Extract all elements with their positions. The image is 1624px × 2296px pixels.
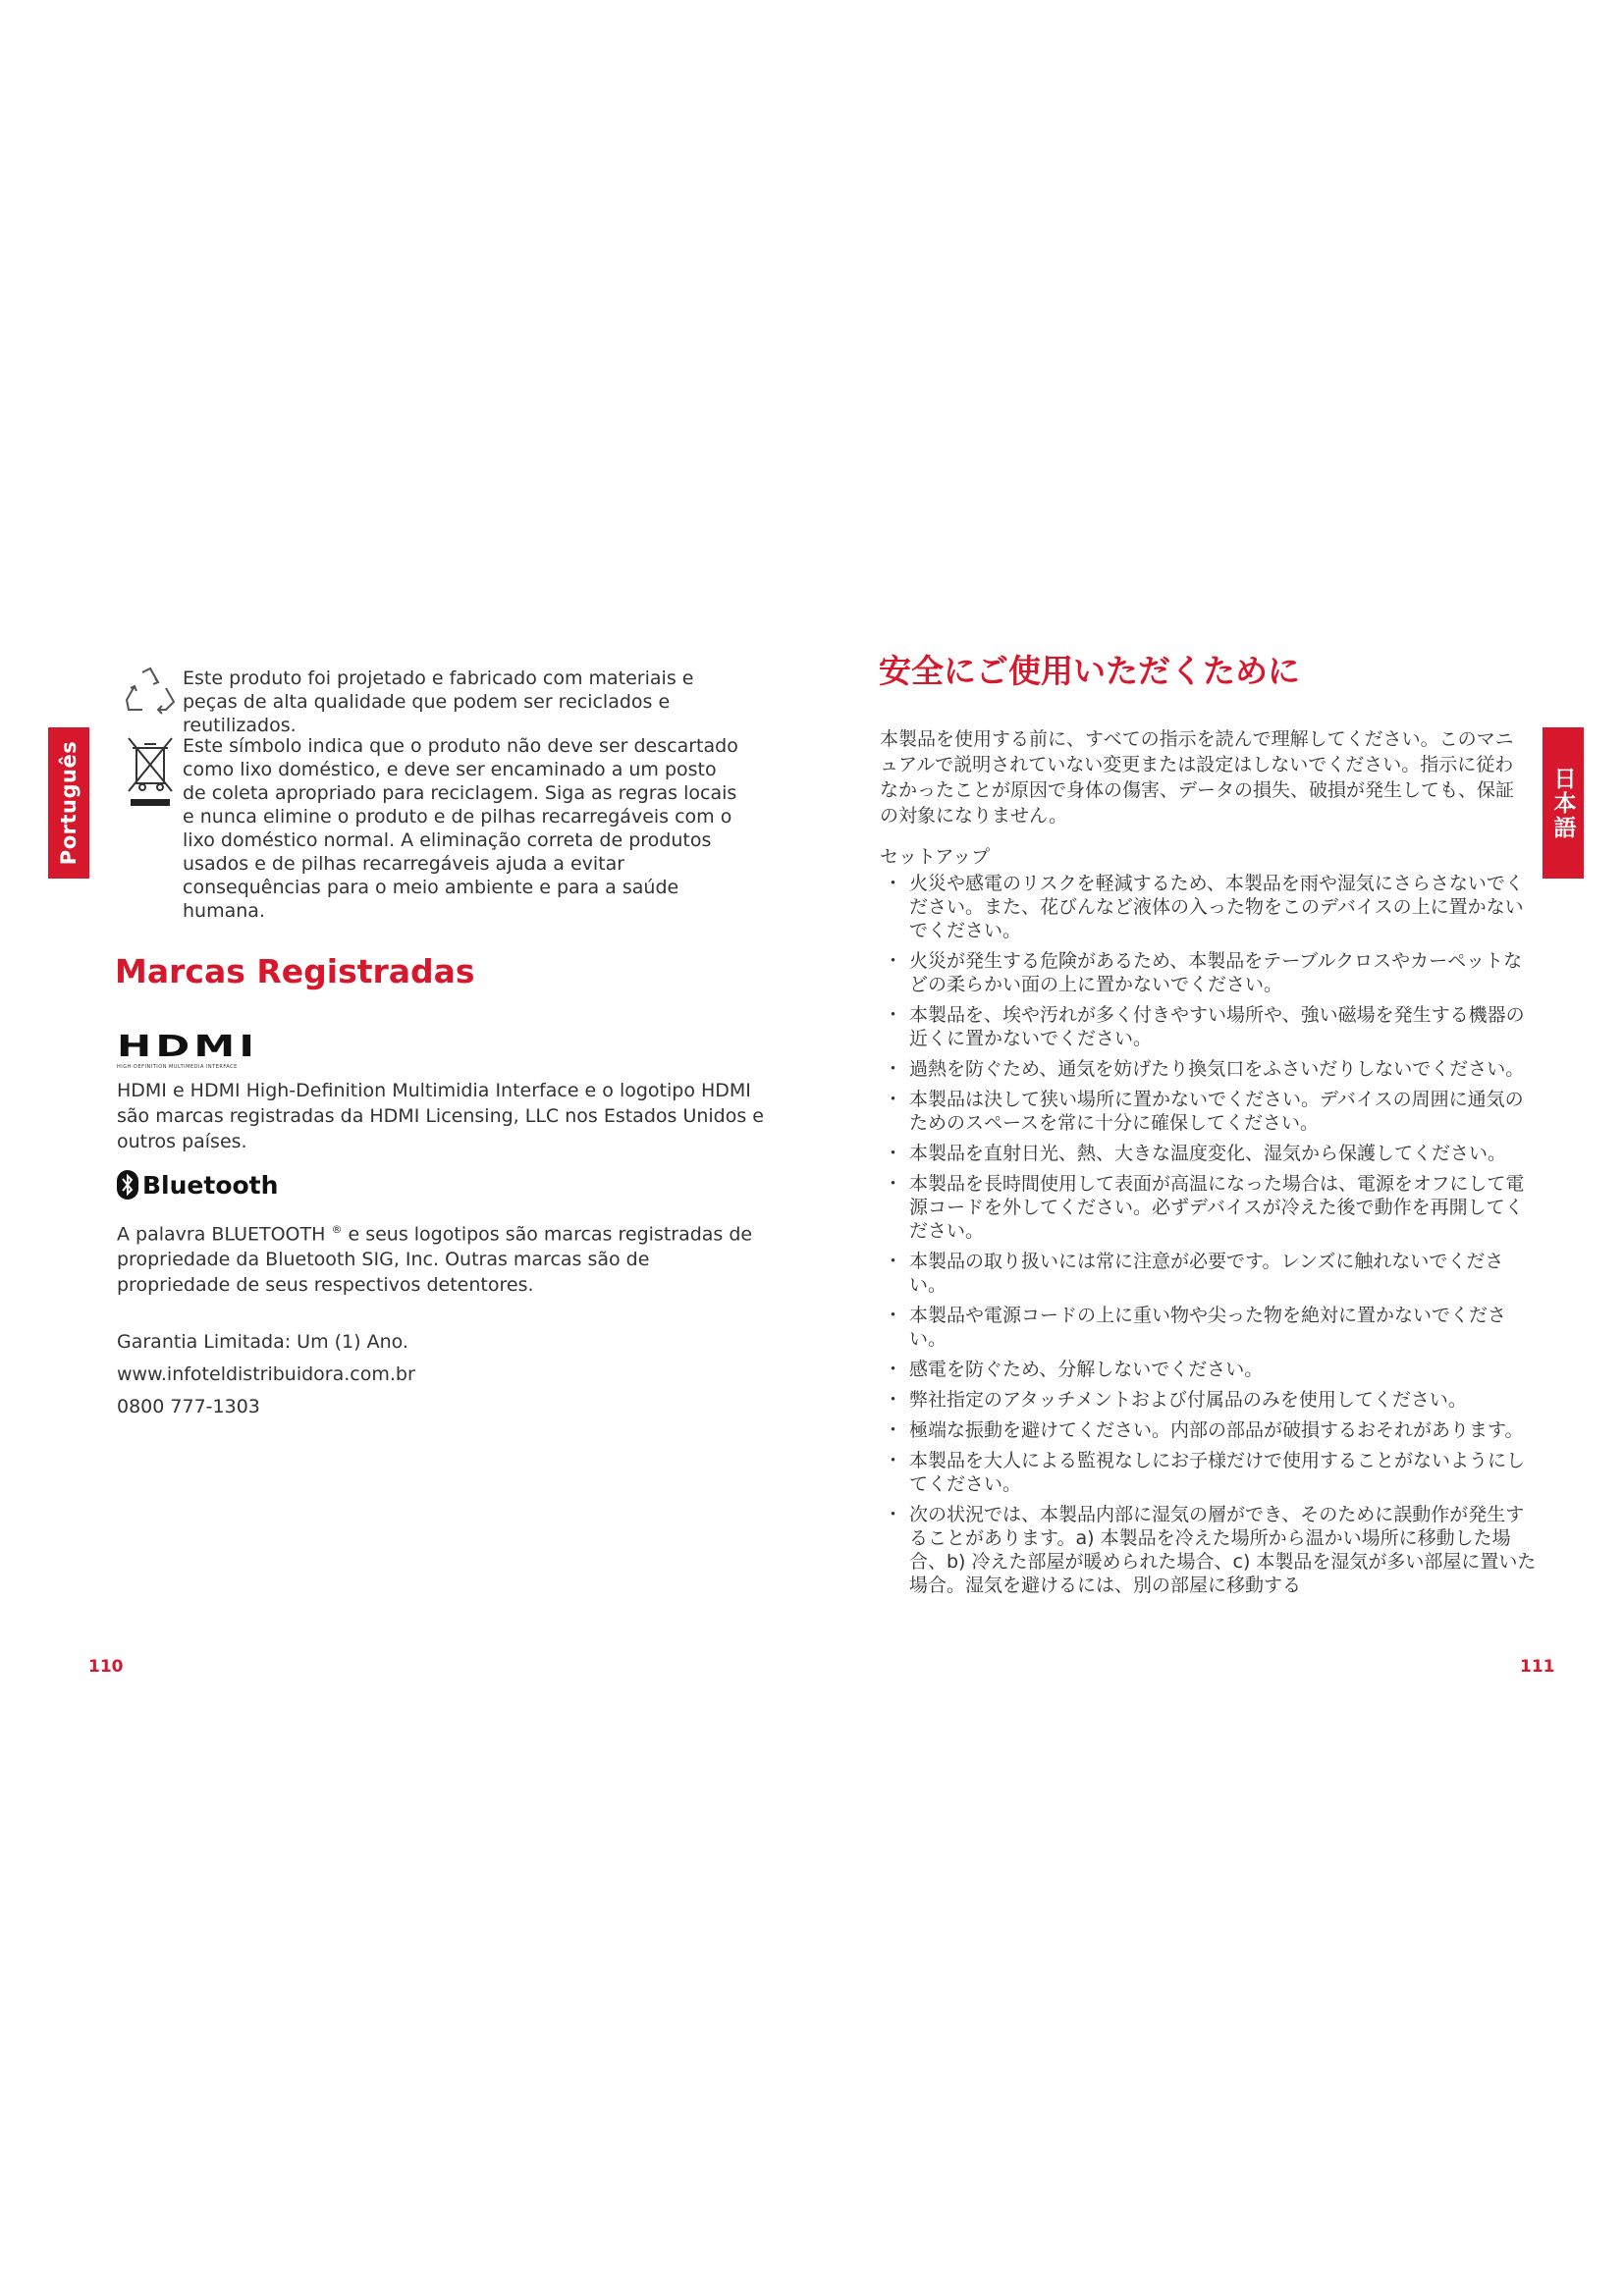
page-number-left: 110: [88, 1657, 124, 1677]
list-item-text: 本製品を大人による監視なしにお子様だけで使用することがないようにしてください。: [909, 1450, 1526, 1495]
list-item-text: 弊社指定のアタッチメントおよび付属品のみを使用してください。: [909, 1389, 1467, 1411]
hdmi-logo-subtext: HIGH-DEFINITION MULTIMEDIA INTERFACE: [117, 1064, 238, 1070]
bullet-symbol: ・: [884, 1143, 903, 1164]
bullet-symbol: ・: [884, 1504, 903, 1525]
bullet-symbol: ・: [884, 1389, 903, 1411]
bullet-symbol: ・: [884, 1089, 903, 1110]
bullet-symbol: ・: [884, 1450, 903, 1471]
list-item: [882, 949, 1540, 996]
list-item-text: 本製品は決して狭い場所に置かないでください。デバイスの周囲に通気のためのスペースを常に十分に確保してください。: [909, 1089, 1524, 1134]
website-text: www.infoteldistribuidora.com.br: [117, 1363, 415, 1385]
registered-mark: ®: [331, 1223, 343, 1236]
safety-bullet-list: [882, 872, 1540, 1604]
hdmi-logo-text: HDMI: [117, 1030, 259, 1064]
list-item-text: 過熱を防ぐため、通気を妨げたり換気口をふさいだりしないでください。: [909, 1058, 1525, 1080]
bullet-symbol: ・: [884, 1004, 903, 1026]
weee-notice: [118, 734, 746, 923]
list-item-text: 極端な振動を避けてください。内部の部品が破損するおそれがあります。: [909, 1419, 1524, 1441]
bullet-symbol: ・: [884, 1359, 903, 1380]
list-item-text: 本製品を直射日光、熱、大きな温度変化、湿気から保護してください。: [909, 1143, 1507, 1164]
phone-text: 0800 777-1303: [117, 1396, 260, 1417]
hdmi-logo: [117, 1030, 259, 1070]
list-item-text: 本製品を長時間使用して表面が高温になった場合は、電源をオフにして電源コードを外してください。必ずデバイスが冷えた後で動作を再開してください。: [909, 1173, 1525, 1242]
list-item: [882, 1388, 1540, 1412]
bullet-symbol: ・: [884, 1058, 903, 1080]
weee-text: Este símbolo indica que o produto não deve ser descartado como lixo doméstico, e deve ser encaminado a um posto de coleta apropriado para reciclagem. Siga as regras locais e nunca elimine o produto e de pilhas recarregáveis com o lixo doméstico normal. A eliminação correta de produtos usados e de pilhas recarregáveis ajuda a evitar consequências para o meio ambiente e para a saúde humana.: [183, 735, 738, 922]
bluetooth-text-end: e seus logotipos são marcas registradas de propriedade da Bluetooth SIG, Inc. Outras marcas são de propriedade de seus respectivos detentores.: [117, 1223, 753, 1297]
list-item-text: 火災や感電のリスクを軽減するため、本製品を雨や湿気にさらさないでください。また、花びんなど液体の入った物をこのデバイスの上に置かないでください。: [909, 873, 1524, 941]
list-item: [882, 1142, 1540, 1165]
bullet-symbol: ・: [884, 1173, 903, 1195]
bullet-symbol: ・: [884, 1419, 903, 1441]
list-item-text: 次の状況では、本製品内部に湿気の層ができ、そのために誤動作が発生することがあります。a) 本製品を冷えた場所から温かい場所に移動した場合、b) 冷えた部屋が暖められた場合、c) 本製品を湿気が多い部屋に置いた場合。湿気を避けるには、別の部屋に移動する: [909, 1504, 1537, 1596]
page-number-right: 111: [1520, 1657, 1555, 1677]
list-item-text: 本製品や電源コードの上に重い物や尖った物を絶対に置かないでください。: [909, 1305, 1507, 1350]
bluetooth-logo-text: Bluetooth: [142, 1170, 279, 1200]
list-item-text: 本製品の取り扱いには常に注意が必要です。レンズに触れないでください。: [909, 1251, 1504, 1296]
language-tab-label: Português: [57, 740, 81, 866]
list-item: [882, 1418, 1540, 1442]
safety-intro: 本製品を使用する前に、すべての指示を読んで理解してください。このマニュアルで説明されていない変更または設定はしないでください。指示に従わなかったことが原因で身体の傷害、データの損失、破損が発生しても、保証の対象になりません。: [880, 728, 1515, 827]
page-title-safety: 安全にご使用いただくために: [879, 652, 1300, 690]
bullet-symbol: ・: [884, 1305, 903, 1326]
warranty-text: Garantia Limitada: Um (1) Ano.: [117, 1331, 408, 1353]
list-item-text: 感電を防ぐため、分解しないでください。: [909, 1359, 1264, 1380]
list-item: [882, 872, 1540, 942]
list-item-text: 火災が発生する危険があるため、本製品をテーブルクロスやカーペットなどの柔らかい面の上に置かないでください。: [909, 950, 1523, 995]
hdmi-text: HDMI e HDMI High-Definition Multimidia Interface e o logotipo HDMI são marcas registradas da HDMI Licensing, LLC nos Estados Unidos e outros países.: [117, 1080, 764, 1152]
bluetooth-logo: [117, 1170, 278, 1200]
language-tab-label: 日本語: [1549, 766, 1576, 840]
section-title-trademarks: Marcas Registradas: [115, 952, 475, 990]
bullet-symbol: ・: [884, 873, 903, 894]
recycle-icon: [118, 667, 183, 737]
bullet-symbol: ・: [884, 1251, 903, 1272]
list-item-text: 本製品を、埃や汚れが多く付きやすい場所や、強い磁場を発生する機器の近くに置かないでください。: [909, 1004, 1525, 1049]
list-item: [882, 1057, 1540, 1081]
language-tab-japanese: [1543, 727, 1584, 879]
bluetooth-icon: [117, 1170, 138, 1200]
setup-heading: セットアップ: [880, 846, 991, 868]
bluetooth-text: [117, 1217, 760, 1298]
bullet-symbol: ・: [884, 950, 903, 972]
list-item: [882, 1003, 1540, 1050]
bluetooth-text-start: A palavra BLUETOOTH: [117, 1223, 332, 1246]
crossed-bin-icon: [118, 734, 183, 923]
list-item: [882, 1250, 1540, 1297]
recycle-text: Este produto foi projetado e fabricado com materiais e peças de alta qualidade que podem ser reciclados e reutilizados.: [183, 667, 694, 736]
list-item: [882, 1088, 1540, 1135]
list-item: [882, 1304, 1540, 1351]
language-tab-portuguese: [48, 727, 89, 879]
recycle-notice: [118, 667, 746, 737]
list-item: [882, 1449, 1540, 1496]
list-item: [882, 1358, 1540, 1381]
list-item: [882, 1503, 1540, 1597]
list-item: [882, 1172, 1540, 1243]
